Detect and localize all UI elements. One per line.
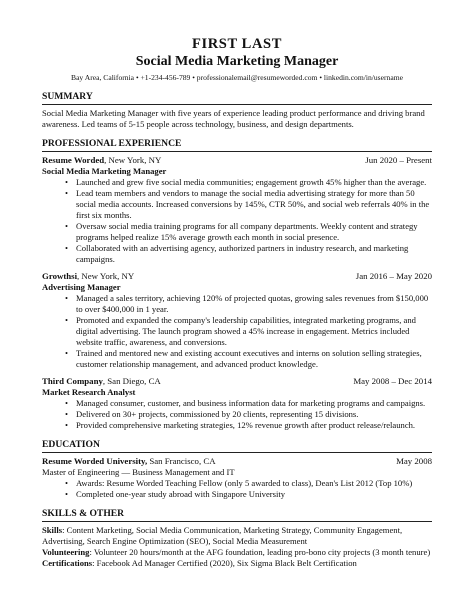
list-item: • Launched and grew five social media communities; engagement growth 45% higher than the average. [76, 177, 432, 188]
skills-label: Skills [42, 525, 63, 535]
company-location: , San Diego, CA [102, 376, 161, 386]
certifications-text: : Facebook Ad Manager Certified (2020), Six Sigma Black Belt Certification [92, 558, 357, 568]
summary-text: Social Media Marketing Manager with five years of experience leading product performance and driving brand awareness. Led teams of 5-15 people across technology, business, and design departments. [42, 108, 425, 129]
list-item: • Managed consumer, customer, and business information data for marketing programs and campaigns. [76, 398, 432, 409]
section-divider [42, 452, 432, 453]
list-item: • Promoted and expanded the company's leadership capabilities, integrated marketing programs, and digital advertising. The launch program showed a 45% increase in engagement. Metrics included website traffic, awareness, and conversions. [76, 315, 432, 348]
degree: Master of Engineering — Business Management and IT [42, 467, 235, 477]
school-name: Resume Worded University, [42, 456, 148, 466]
education-dates: May 2008 [396, 456, 432, 466]
education-heading: EDUCATION [42, 439, 100, 450]
summary-heading: SUMMARY [42, 91, 93, 102]
job-company-line [42, 271, 134, 282]
school-location: San Francisco, CA [147, 456, 216, 466]
skills-text: : Content Marketing, Social Media Communication, Marketing Strategy, Community Engagement, Advertising, Search Engine Optimization (SEO), Social Media Measurement [42, 525, 403, 546]
company-location: , New York, NY [77, 271, 135, 281]
job-bullets [42, 293, 432, 370]
list-item: • Provided comprehensive marketing strategies, 12% revenue growth after product release/relaunch. [76, 420, 432, 431]
list-item: • Collaborated with an advertising agency, authorized partners in industry research, and marketing campaigns. [76, 243, 432, 265]
list-item: • Oversaw social media training programs for all company departments. Weekly content and strategy programs helped realize 15% average growth each month in social presence. [76, 221, 432, 243]
candidate-name: FIRST LAST [192, 36, 282, 52]
company-name: Resume Worded [42, 155, 105, 165]
experience-heading: PROFESSIONAL EXPERIENCE [42, 138, 182, 149]
job-dates: Jan 2016 – May 2020 [355, 271, 432, 281]
section-divider [42, 104, 432, 105]
job-entry [42, 271, 432, 370]
education-bullets [42, 478, 432, 500]
contact-line: Bay Area, California • +1-234-456-789 • professionalemail@resumeworded.com • linkedin.com/in/username [71, 73, 403, 82]
education-header [42, 456, 432, 467]
job-header [42, 271, 432, 282]
experience-list [42, 155, 432, 431]
list-item: • Managed a sales territory, achieving 120% of projected quotas, growing sales revenues from $150,000 to over $400,000 in 1 year. [76, 293, 432, 315]
volunteering-text: : Volunteer 20 hours/month at the AFG foundation, leading pro-bono city projects (3 month tenure) [89, 547, 431, 557]
job-role: Advertising Manager [42, 282, 121, 292]
job-header [42, 376, 432, 387]
job-bullets [42, 177, 432, 265]
company-name: Growthsi [42, 271, 78, 281]
job-entry [42, 376, 432, 431]
job-company-line [42, 376, 161, 387]
job-role: Market Research Analyst [42, 387, 136, 397]
job-dates: May 2008 – Dec 2014 [353, 376, 432, 386]
job-company-line [42, 155, 161, 166]
section-divider [42, 151, 432, 152]
list-item: • Awards: Resume Worded Teaching Fellow (only 5 awarded to class), Dean's List 2012 (Top 10%) [76, 478, 432, 489]
candidate-title: Social Media Marketing Manager [135, 54, 339, 69]
list-item: • Trained and mentored new and existing account executives and interns on solution selling strategies, customer relationship management, and advanced product knowledge. [76, 348, 432, 370]
list-item: • Delivered on 30+ projects, commissioned by 20 clients, representing 15 divisions. [76, 409, 432, 420]
job-bullets [42, 398, 432, 431]
company-location: , New York, NY [104, 155, 162, 165]
job-entry [42, 155, 432, 265]
section-divider [42, 521, 432, 522]
certifications-line [42, 558, 432, 569]
job-role: Social Media Marketing Manager [42, 166, 167, 176]
job-dates: Jun 2020 – Present [365, 155, 432, 165]
school-line [42, 456, 216, 467]
certifications-label: Certifications [42, 558, 93, 568]
volunteering-line [42, 547, 432, 558]
skills-line [42, 525, 432, 547]
list-item: • Lead team members and vendors to manage the social media advertising strategy for more than 50 social media accounts. Increased conversions by 145%, CTR 50%, and social web referrals 40% in the first six months. [76, 188, 432, 221]
job-header [42, 155, 432, 166]
company-name: Third Company [42, 376, 103, 386]
volunteering-label: Volunteering [42, 547, 90, 557]
skills-heading: SKILLS & OTHER [42, 508, 125, 519]
list-item: • Completed one-year study abroad with Singapore University [76, 489, 432, 500]
